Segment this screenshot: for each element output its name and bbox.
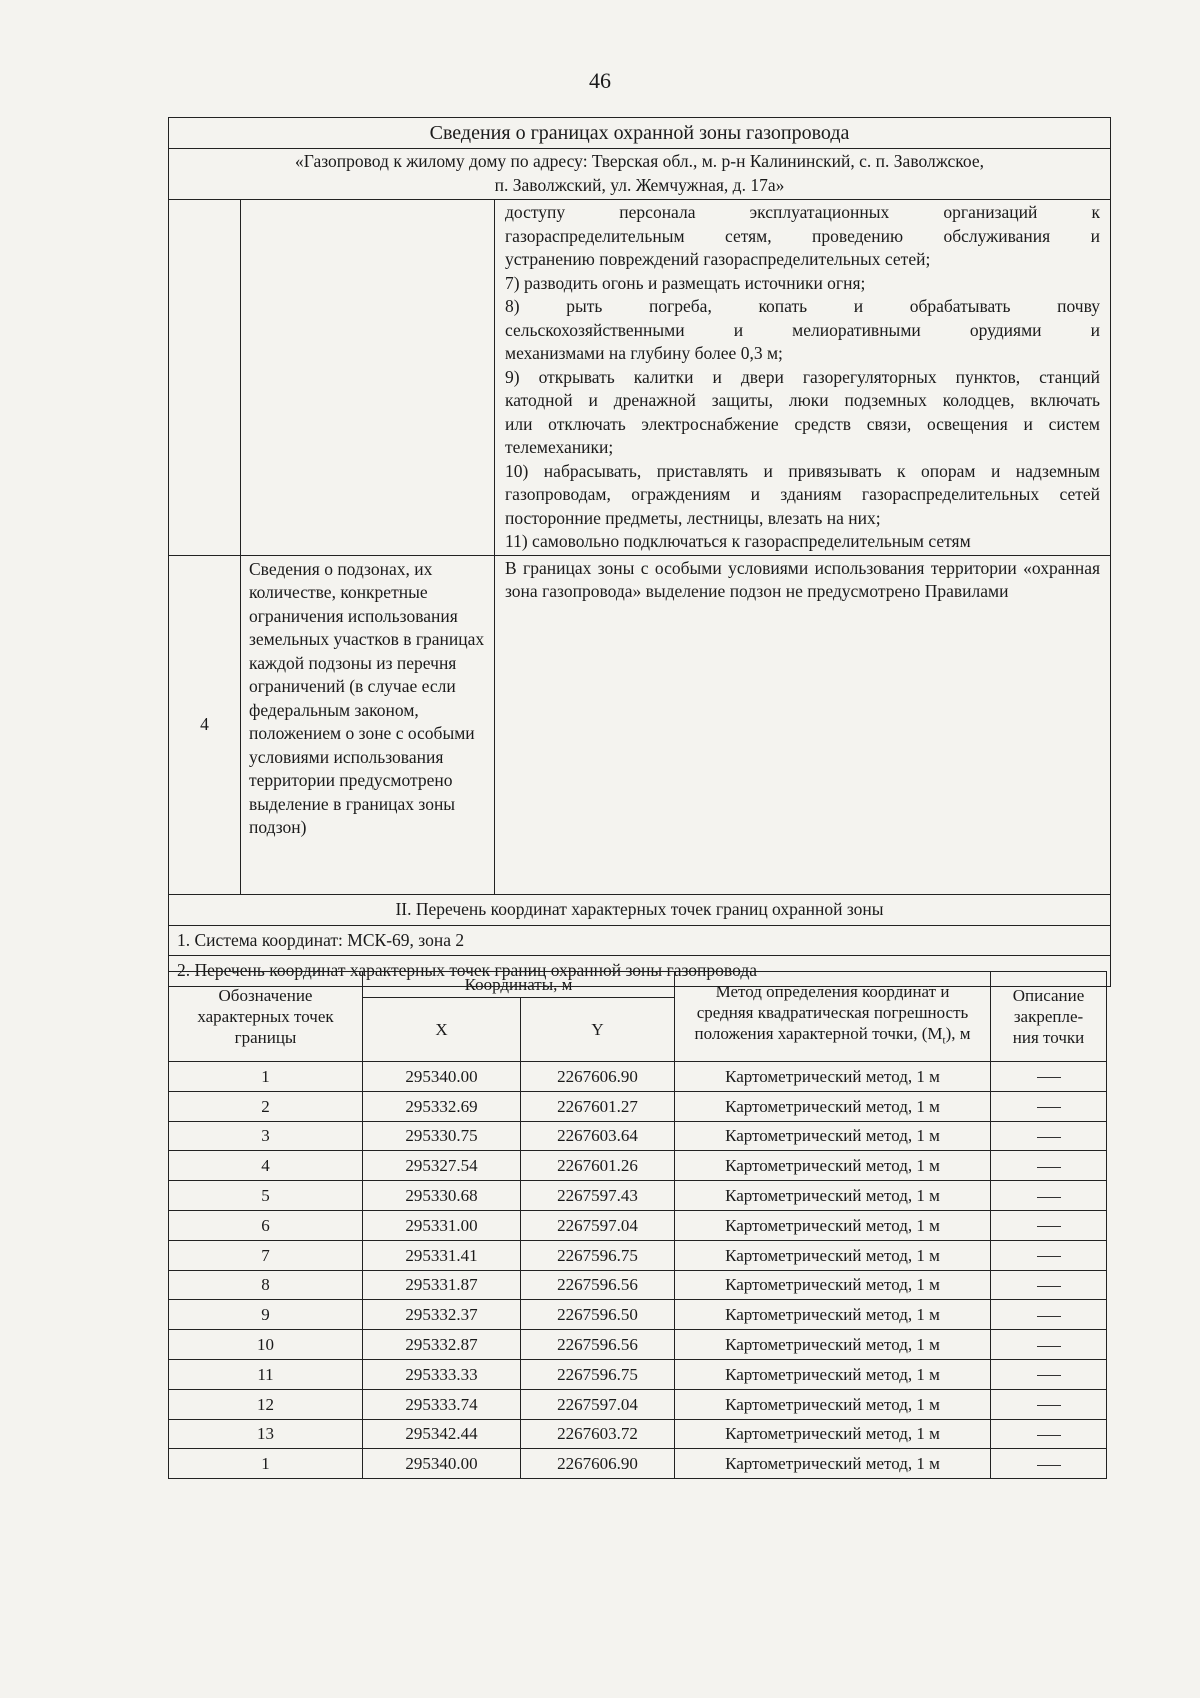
y-cell: 2267596.50 <box>521 1300 675 1330</box>
method-cell: Картометрический метод, 1 м <box>675 1121 991 1151</box>
table-row <box>169 1210 1107 1240</box>
y-cell: 2267603.72 <box>521 1419 675 1449</box>
x-cell: 295333.74 <box>363 1389 521 1419</box>
method-cell: Картометрический метод, 1 м <box>675 1300 991 1330</box>
coordinates-list-title: 2. Перечень координат характерных точек границ охранной зоны газопровода <box>169 956 1111 987</box>
x-cell: 295330.68 <box>363 1181 521 1211</box>
point-cell: 1 <box>169 1062 363 1092</box>
method-cell: Картометрический метод, 1 м <box>675 1062 991 1092</box>
restriction-line: 11) самовольно подключаться к газораспределительным сетям <box>505 531 971 551</box>
object-name-line-2: п. Заволжский, ул. Жемчужная, д. 17а» <box>494 174 785 195</box>
dash-mark <box>1037 1405 1061 1406</box>
table-row <box>169 1151 1107 1181</box>
point-cell: 4 <box>169 1151 363 1181</box>
method-cell: Картометрический метод, 1 м <box>675 1091 991 1121</box>
description-cell <box>991 1121 1107 1151</box>
restriction-line: телемеханики; <box>505 437 614 457</box>
point-cell: 1 <box>169 1449 363 1479</box>
description-cell <box>991 1062 1107 1092</box>
col-method-header: Метод определения координат и средняя квадратическая погрешность положения характерной точки, $(M_t)$, м <box>675 972 991 1062</box>
x-cell: 295332.69 <box>363 1091 521 1121</box>
restrictions-text <box>495 200 1111 556</box>
y-cell: 2267606.90 <box>521 1449 675 1479</box>
dash-mark <box>1037 1316 1061 1317</box>
restriction-line: 10) набрасывать, приставлять и привязывать к опорам и надземным <box>505 460 1101 481</box>
restriction-line: 9) открывать калитки и двери газорегуляторных пунктов, станций <box>505 366 1101 387</box>
table-row <box>169 1121 1107 1151</box>
coordinates-table <box>168 971 1107 1479</box>
dash-mark <box>1037 1286 1061 1287</box>
y-cell: 2267597.04 <box>521 1210 675 1240</box>
table-row <box>169 1300 1107 1330</box>
dash-mark <box>1037 1077 1061 1078</box>
coordinate-system: 1. Система координат: МСК-69, зона 2 <box>169 925 1111 956</box>
table-row <box>169 1389 1107 1419</box>
subzones-row <box>169 555 1111 894</box>
dash-mark <box>1037 1226 1061 1227</box>
x-cell: 295332.87 <box>363 1330 521 1360</box>
description-cell <box>991 1389 1107 1419</box>
restriction-line: устранению повреждений газораспределительных сетей; <box>505 249 931 269</box>
dash-mark <box>1037 1435 1061 1436</box>
table-row <box>169 1419 1107 1449</box>
coords-header-row <box>169 972 1107 998</box>
table-row <box>169 1330 1107 1360</box>
x-cell: 295340.00 <box>363 1062 521 1092</box>
dash-mark <box>1037 1465 1061 1466</box>
col-point-header: Обозначение характерных точек границы <box>169 972 363 1062</box>
x-cell: 295331.87 <box>363 1270 521 1300</box>
coordinates-body <box>169 1062 1107 1479</box>
zone-info-table <box>168 117 1111 987</box>
table-row <box>169 1181 1107 1211</box>
document-title: Сведения о границах охранной зоны газопровода <box>169 118 1111 149</box>
y-cell: 2267606.90 <box>521 1062 675 1092</box>
x-cell: 295332.37 <box>363 1300 521 1330</box>
point-cell: 13 <box>169 1419 363 1449</box>
y-cell: 2267596.56 <box>521 1330 675 1360</box>
description-cell <box>991 1359 1107 1389</box>
restrictions-row <box>169 200 1111 556</box>
x-cell: 295333.33 <box>363 1359 521 1389</box>
title-row <box>169 118 1111 149</box>
x-cell: 295342.44 <box>363 1419 521 1449</box>
method-cell: Картометрический метод, 1 м <box>675 1151 991 1181</box>
col-x-header: X <box>363 998 521 1062</box>
point-cell: 9 <box>169 1300 363 1330</box>
description-cell <box>991 1300 1107 1330</box>
point-cell: 5 <box>169 1181 363 1211</box>
table-row <box>169 1449 1107 1479</box>
table-row <box>169 1359 1107 1389</box>
point-cell: 8 <box>169 1270 363 1300</box>
method-cell: Картометрический метод, 1 м <box>675 1419 991 1449</box>
dash-mark <box>1037 1256 1061 1257</box>
y-cell: 2267597.43 <box>521 1181 675 1211</box>
table-row <box>169 1091 1107 1121</box>
description-cell <box>991 1091 1107 1121</box>
description-cell <box>991 1181 1107 1211</box>
section-2-title: II. Перечень координат характерных точек границ охранной зоны <box>169 894 1111 925</box>
y-cell: 2267596.56 <box>521 1270 675 1300</box>
col-y-header: Y <box>521 998 675 1062</box>
y-cell: 2267596.75 <box>521 1359 675 1389</box>
x-cell: 295340.00 <box>363 1449 521 1479</box>
subtitle-row <box>169 149 1111 200</box>
y-cell: 2267597.04 <box>521 1389 675 1419</box>
restriction-line: доступу персонала эксплуатационных организаций к <box>505 202 1101 222</box>
restriction-line: или отключать электроснабжение средств связи, освещения и систем <box>505 413 1101 434</box>
point-cell: 12 <box>169 1389 363 1419</box>
x-cell: 295331.41 <box>363 1240 521 1270</box>
subzones-value: В границах зоны с особыми условиями использования территории «охранная зона газопровода» выделение подзон не предусмотрено Правилами <box>495 555 1111 894</box>
x-cell: 295331.00 <box>363 1210 521 1240</box>
method-cell: Картометрический метод, 1 м <box>675 1389 991 1419</box>
restriction-line: сельскохозяйственными и мелиоративными орудиями и <box>505 319 1101 340</box>
table-row <box>169 1270 1107 1300</box>
method-cell: Картометрический метод, 1 м <box>675 1449 991 1479</box>
description-cell <box>991 1151 1107 1181</box>
description-cell <box>991 1449 1107 1479</box>
page-number: 46 <box>589 68 611 93</box>
y-cell: 2267601.26 <box>521 1151 675 1181</box>
object-name-line-1: «Газопровод к жилому дому по адресу: Тверская обл., м. р-н Калининский, с. п. Заволжское, <box>295 151 984 171</box>
description-cell <box>991 1330 1107 1360</box>
point-cell: 7 <box>169 1240 363 1270</box>
row-number: 4 <box>169 555 241 894</box>
description-cell <box>991 1270 1107 1300</box>
dash-mark <box>1037 1137 1061 1138</box>
y-cell: 2267603.64 <box>521 1121 675 1151</box>
table-row <box>169 1240 1107 1270</box>
section-row <box>169 894 1111 925</box>
restriction-line: 8) рыть погреба, копать и обрабатывать почву <box>505 296 1101 316</box>
restriction-line: механизмами на глубину более 0,3 м; <box>505 343 783 363</box>
table-row <box>169 1062 1107 1092</box>
point-cell: 6 <box>169 1210 363 1240</box>
restriction-line: газораспределительным сетям, проведению обслуживания и <box>505 225 1101 246</box>
description-cell <box>991 1419 1107 1449</box>
system-row <box>169 925 1111 956</box>
restriction-line: 7) разводить огонь и размещать источники огня; <box>505 272 866 293</box>
method-cell: Картометрический метод, 1 м <box>675 1330 991 1360</box>
description-cell <box>991 1240 1107 1270</box>
empty-num-cell <box>169 200 241 556</box>
dash-mark <box>1037 1107 1061 1108</box>
method-cell: Картометрический метод, 1 м <box>675 1181 991 1211</box>
description-cell <box>991 1210 1107 1240</box>
restriction-line: катодной и дренажной защиты, люки подземных колодцев, включать <box>505 390 1101 410</box>
x-cell: 295327.54 <box>363 1151 521 1181</box>
subzones-label: Сведения о подзонах, их количестве, конкретные ограничения использования земельных участков в границах каждой подзоны из перечня ограничений (в случае если федеральным законом, положением о зоне с особыми условиями использования территории предусмотрено выделение в границах зоны подзон) <box>241 555 495 894</box>
restriction-line: посторонние предметы, лестницы, влезать на них; <box>505 507 881 528</box>
method-cell: Картометрический метод, 1 м <box>675 1270 991 1300</box>
point-cell: 2 <box>169 1091 363 1121</box>
dash-mark <box>1037 1167 1061 1168</box>
empty-label-cell <box>241 200 495 556</box>
object-name <box>169 149 1111 200</box>
point-cell: 3 <box>169 1121 363 1151</box>
dash-mark <box>1037 1346 1061 1347</box>
method-cell: Картометрический метод, 1 м <box>675 1240 991 1270</box>
dash-mark <box>1037 1197 1061 1198</box>
y-cell: 2267596.75 <box>521 1240 675 1270</box>
method-cell: Картометрический метод, 1 м <box>675 1210 991 1240</box>
method-cell: Картометрический метод, 1 м <box>675 1359 991 1389</box>
dash-mark <box>1037 1375 1061 1376</box>
col-coords-header: Координаты, м <box>363 972 675 998</box>
point-cell: 11 <box>169 1359 363 1389</box>
y-cell: 2267601.27 <box>521 1091 675 1121</box>
x-cell: 295330.75 <box>363 1121 521 1151</box>
col-desc-header: Описание закрепле-ния точки <box>991 972 1107 1062</box>
restriction-line: газопроводам, ограждениям и зданиям газораспределительных сетей <box>505 484 1101 504</box>
point-cell: 10 <box>169 1330 363 1360</box>
